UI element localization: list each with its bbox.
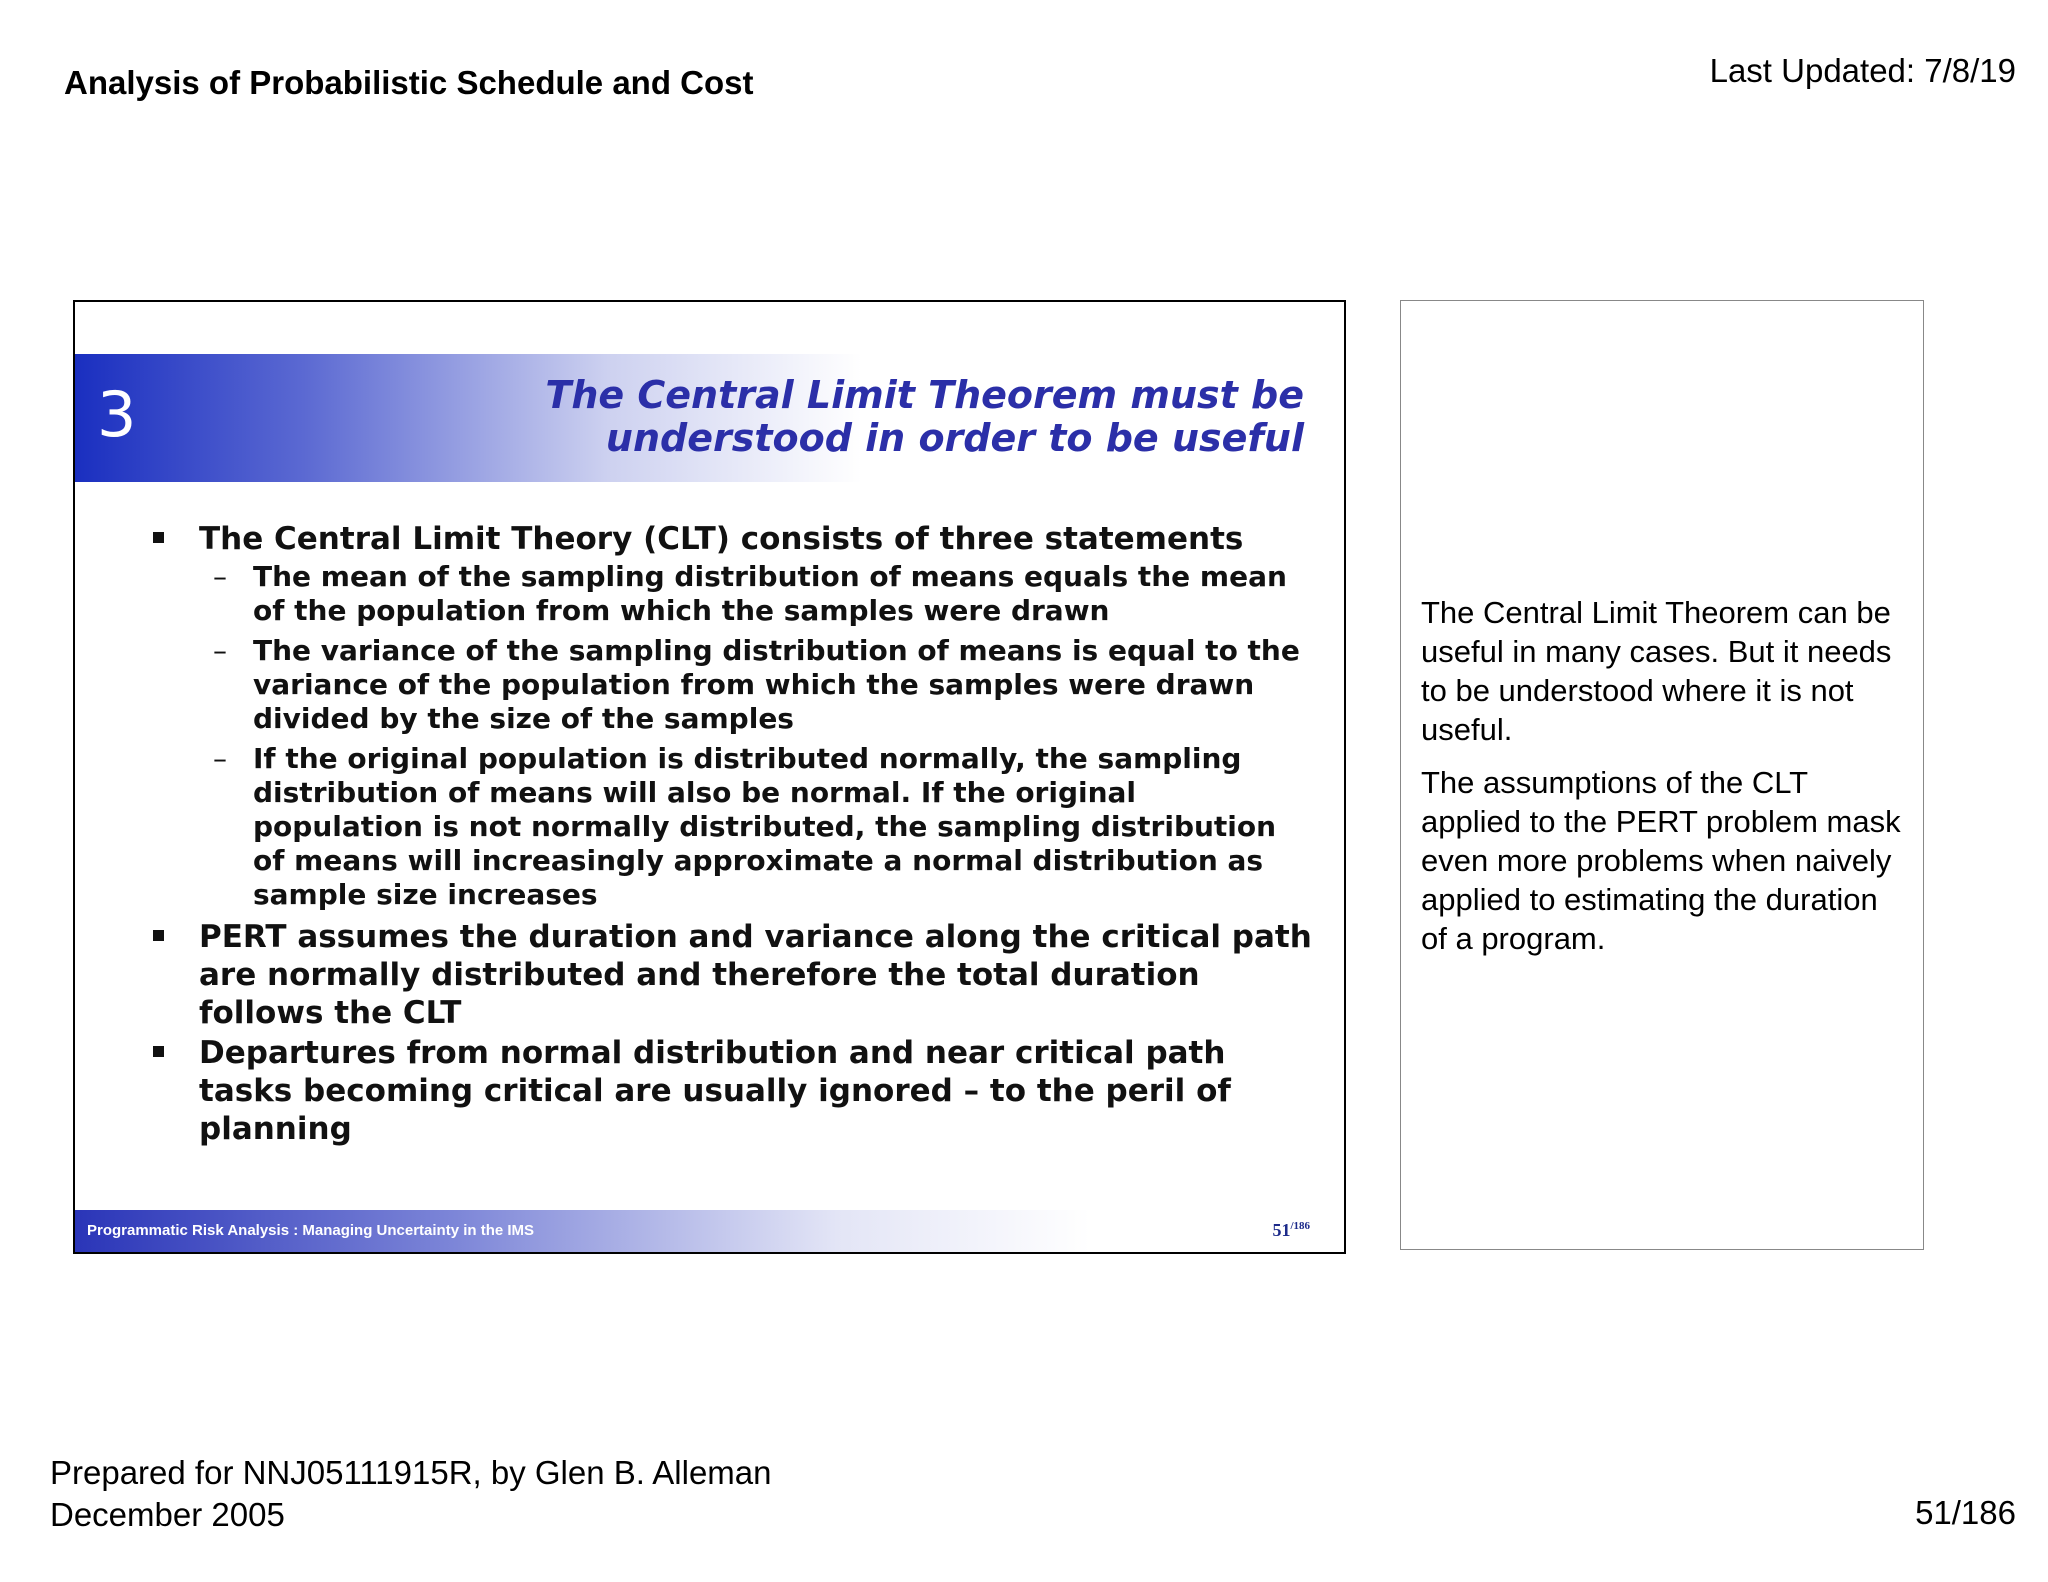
slide-page-number xyxy=(1272,1220,1310,1241)
page-title: Analysis of Probabilistic Schedule and Cost xyxy=(64,64,754,101)
square-bullet-icon xyxy=(153,1046,164,1057)
square-bullet-icon xyxy=(153,532,164,543)
sub-bullet-list xyxy=(199,560,1313,912)
slide-bullet xyxy=(153,520,1313,912)
prepared-by-line-2: December 2005 xyxy=(50,1496,285,1533)
slide-number: 3 xyxy=(97,378,137,451)
slide-footer-text: Programmatic Risk Analysis : Managing Uncertainty in the IMS xyxy=(87,1222,535,1239)
slide-body xyxy=(153,520,1313,1150)
sub-bullet xyxy=(199,634,1313,736)
slide-footer-bar xyxy=(75,1210,1344,1252)
slide-page-current: 51 xyxy=(1272,1220,1291,1240)
sub-bullet-text: The mean of the sampling distribution of means equals the mean of the population from which the samples were drawn xyxy=(253,560,1287,627)
dash-icon: – xyxy=(213,560,227,593)
slide-header-bar xyxy=(75,354,1344,482)
bullet-text: Departures from normal distribution and near critical path tasks becoming critical are usually ignored – to the peril of planning xyxy=(199,1035,1231,1147)
square-bullet-icon xyxy=(153,930,164,941)
slide-bullet xyxy=(153,1034,1313,1148)
notes-panel xyxy=(1400,300,1924,1250)
slide-image xyxy=(73,300,1346,1254)
sub-bullet-text: If the original population is distributed normally, the sampling distribution of means will also be normal. If the original population is not normally distributed, the sampling distribution of means will increasingly approximate a normal distribution as sample size increases xyxy=(253,742,1277,911)
slide-title-line-2: understood in order to be useful xyxy=(605,416,1304,460)
page-number: 51/186 xyxy=(1915,1494,2016,1531)
prepared-by xyxy=(50,1452,772,1536)
dash-icon: – xyxy=(213,634,227,667)
slide-page-total: /186 xyxy=(1290,1220,1310,1232)
bullet-text: PERT assumes the duration and variance along the critical path are normally distributed and therefore the total duration follows the CLT xyxy=(199,919,1312,1031)
dash-icon: – xyxy=(213,742,227,775)
prepared-by-line-1: Prepared for NNJ05111915R, by Glen B. Alleman xyxy=(50,1454,772,1491)
slide-title-line-1: The Central Limit Theorem must be xyxy=(545,373,1304,417)
notes-paragraph-2: The assumptions of the CLT applied to the PERT problem mask even more problems when naively applied to estimating the duration of a program. xyxy=(1421,765,1901,956)
sub-bullet-text: The variance of the sampling distribution of means is equal to the variance of the population from which the samples were drawn divided by the size of the samples xyxy=(253,634,1300,735)
sub-bullet xyxy=(199,742,1313,912)
notes-paragraph-1: The Central Limit Theorem can be useful in many cases. But it needs to be understood where it is not useful. xyxy=(1421,595,1892,747)
last-updated: Last Updated: 7/8/19 xyxy=(1709,52,2016,89)
slide-bullet xyxy=(153,918,1313,1032)
bullet-text: The Central Limit Theory (CLT) consists of three statements xyxy=(199,521,1244,557)
sub-bullet xyxy=(199,560,1313,628)
slide-title xyxy=(545,374,1304,460)
